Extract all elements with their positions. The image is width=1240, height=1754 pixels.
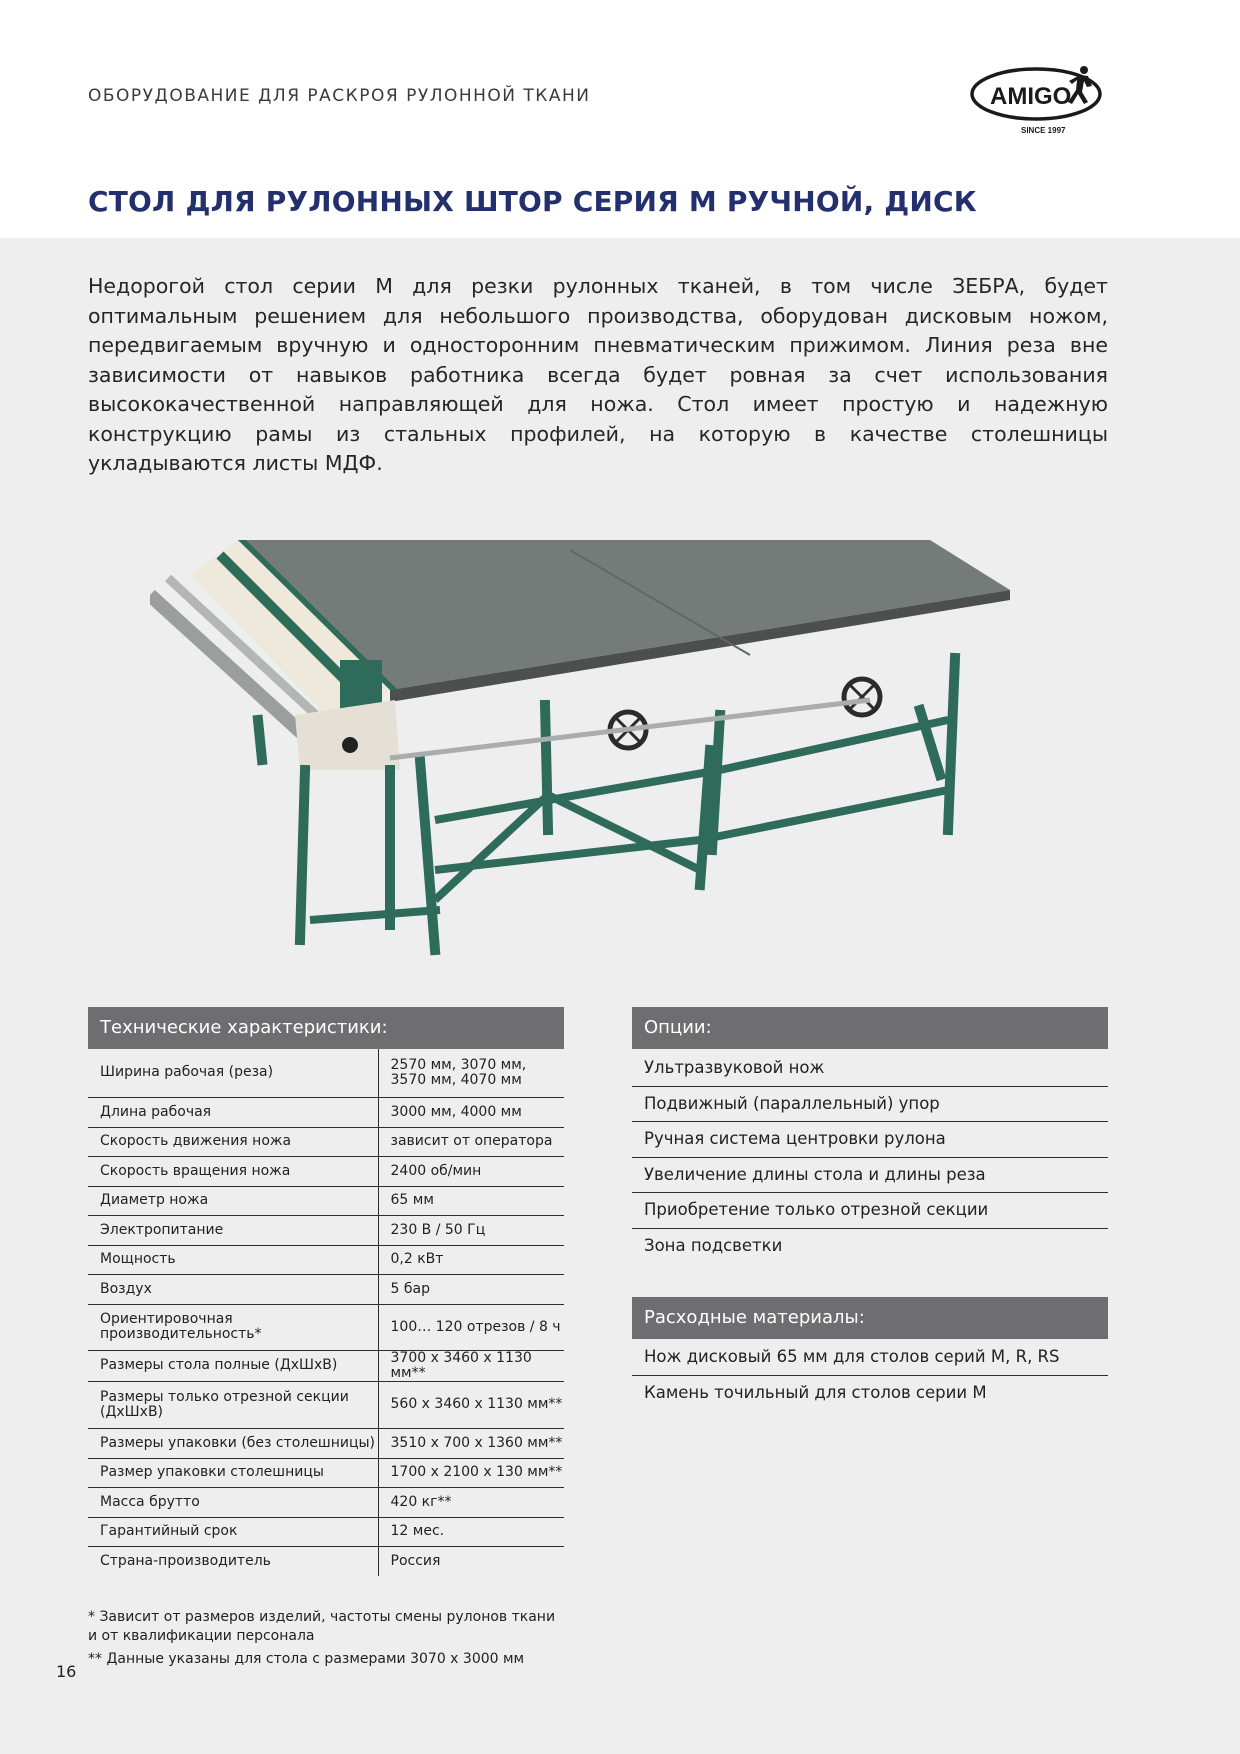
spec-label: Диаметр ножа <box>88 1186 378 1215</box>
spec-value: Россия <box>378 1546 564 1576</box>
spec-value: 65 мм <box>378 1186 564 1215</box>
spec-value: 2570 мм, 3070 мм, 3570 мм, 4070 мм <box>378 1049 564 1097</box>
options-header: Опции: <box>632 1007 1108 1049</box>
spec-label: Электропитание <box>88 1215 378 1245</box>
list-item: Камень точильный для столов серии М <box>644 1382 987 1402</box>
spec-value: 3510 х 700 х 1360 мм** <box>378 1428 564 1458</box>
consumables-list <box>632 1340 1108 1411</box>
spec-label: Размеры упаковки (без столешницы) <box>88 1428 378 1458</box>
spec-value: 100… 120 отрезов / 8 ч <box>378 1304 564 1350</box>
table-row <box>88 1156 564 1186</box>
table-row <box>88 1304 564 1350</box>
spec-value: 1700 х 2100 х 130 мм** <box>378 1458 564 1487</box>
spec-label: Размеры стола полные (ДхШхВ) <box>88 1350 378 1381</box>
spec-label: Воздух <box>88 1274 378 1304</box>
specs-header: Технические характеристики: <box>88 1007 564 1049</box>
list-item: Увеличение длины стола и длины реза <box>632 1158 1108 1194</box>
spec-value: 560 х 3460 х 1130 мм** <box>378 1381 564 1428</box>
spec-label: Гарантийный срок <box>88 1517 378 1546</box>
spec-label: Ширина рабочая (реза) <box>88 1049 378 1097</box>
spec-label: Мощность <box>88 1245 378 1274</box>
spec-label: Размер упаковки столешницы <box>88 1458 378 1487</box>
spec-value: 12 мес. <box>378 1517 564 1546</box>
logo-text: AMIGO <box>990 83 1072 110</box>
table-row <box>88 1428 564 1458</box>
table-row <box>88 1487 564 1517</box>
spec-value: 5 бар <box>378 1274 564 1304</box>
table-row <box>88 1381 564 1428</box>
amigo-logo <box>968 60 1110 140</box>
table-row <box>88 1517 564 1546</box>
spec-value: 230 В / 50 Гц <box>378 1215 564 1245</box>
spec-label: Масса брутто <box>88 1487 378 1517</box>
spec-label: Размеры только отрезной секции (ДхШхВ) <box>88 1381 378 1428</box>
table-row <box>88 1350 564 1381</box>
cutting-table-image <box>150 540 1030 1000</box>
spec-label: Ориентировочная производительность* <box>88 1304 378 1350</box>
intro-paragraph: Недорогой стол серии М для резки рулонных тканей, в том числе ЗЕБРА, будет оптимальным решением для небольшого производства, оборудован дисковым ножом, передвигаемым вручную и односторонним пневматическим прижимом. Линия реза вне зависимости от навыков работника всегда будет ровная за счет использования высококачественной направляющей для ножа. Стол имеет простую и надежную конструкцию рамы из стальных профилей, на которую в качестве столешницы укладываются листы МДФ. <box>88 274 1108 475</box>
table-row <box>88 1546 564 1576</box>
spec-value: 2400 об/мин <box>378 1156 564 1186</box>
section-label: ОБОРУДОВАНИЕ ДЛЯ РАСКРОЯ РУЛОННОЙ ТКАНИ <box>88 86 591 106</box>
spec-label: Скорость движения ножа <box>88 1127 378 1156</box>
list-item: Приобретение только отрезной секции <box>632 1193 1108 1229</box>
table-row <box>88 1245 564 1274</box>
table-row <box>88 1049 564 1097</box>
spec-label: Страна-производитель <box>100 1552 271 1569</box>
spec-value: 0,2 кВт <box>378 1245 564 1274</box>
footnote-1-line-2: и от квалификации персонала <box>88 1628 315 1644</box>
table-row <box>88 1186 564 1215</box>
footnote-1-line-1: * Зависит от размеров изделий, частоты смены рулонов ткани <box>88 1609 556 1625</box>
list-item: Нож дисковый 65 мм для столов серий M, R, RS <box>632 1340 1108 1376</box>
table-row <box>88 1127 564 1156</box>
list-item: Зона подсветки <box>644 1235 783 1255</box>
specs-table <box>88 1049 564 1576</box>
spec-value: 3700 х 3460 х 1130 мм** <box>378 1350 564 1381</box>
spec-label: Длина рабочая <box>88 1097 378 1127</box>
logo-since: SINCE 1997 <box>1021 126 1066 135</box>
options-list <box>632 1051 1108 1264</box>
footnote-2: ** Данные указаны для стола с размерами 3070 х 3000 мм <box>88 1651 525 1667</box>
spec-value: 420 кг** <box>378 1487 564 1517</box>
table-row <box>88 1274 564 1304</box>
table-row <box>88 1458 564 1487</box>
page-title: СТОЛ ДЛЯ РУЛОННЫХ ШТОР СЕРИЯ М РУЧНОЙ, ДИСК <box>88 185 977 218</box>
list-item: Ультразвуковой нож <box>632 1051 1108 1087</box>
spec-label: Скорость вращения ножа <box>88 1156 378 1186</box>
spec-value: 3000 мм, 4000 мм <box>378 1097 564 1127</box>
page-number: 16 <box>56 1662 77 1681</box>
spec-value: зависит от оператора <box>378 1127 564 1156</box>
list-item: Подвижный (параллельный) упор <box>632 1087 1108 1123</box>
table-row <box>88 1215 564 1245</box>
list-item: Ручная система центровки рулона <box>632 1122 1108 1158</box>
table-row <box>88 1097 564 1127</box>
consumables-header: Расходные материалы: <box>632 1297 1108 1339</box>
